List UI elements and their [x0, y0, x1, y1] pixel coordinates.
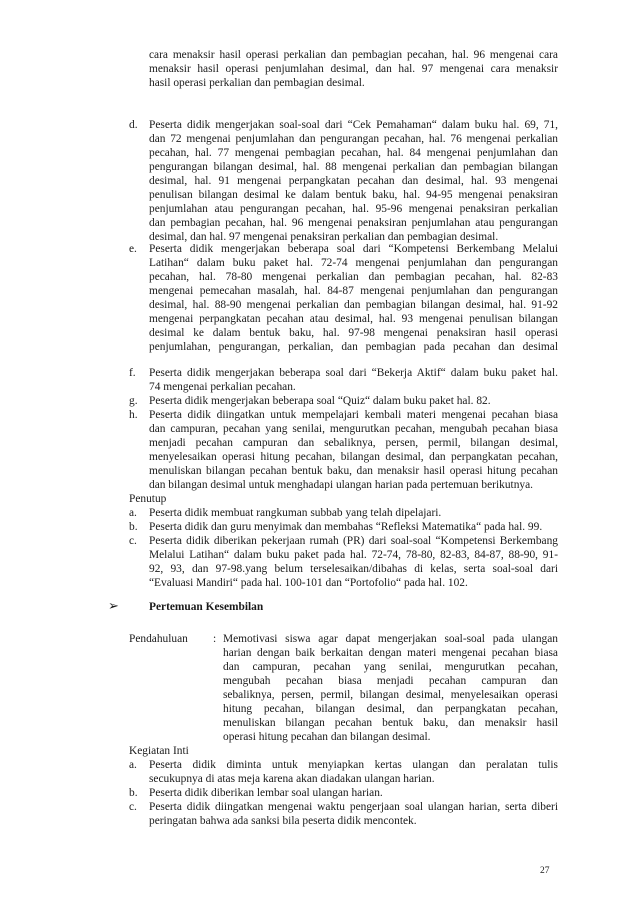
- text-line: Peserta didik mengerjakan soal-soal dari “Cek Pemahaman“ dalam buku hal. 69, 71,: [149, 119, 558, 131]
- text-line: sebaliknya, persen, permil, bilangan desimal, menyelesaikan operasi: [223, 689, 558, 701]
- text-line: Melalui Latihan“ dalam buku paket pada hal. 72-74, 78-80, 82-83, 84-87, 88-90, 91-: [149, 549, 558, 561]
- list-marker: f.: [129, 367, 136, 379]
- text-line: pecahan, hal. 77 mengenai pembagian pecahan, hal. 84 mengenai penjumlahan dan: [149, 147, 558, 159]
- list-marker: h.: [129, 409, 138, 421]
- text-line: dan campuran, pecahan yang senilai, mengurutkan pecahan,: [223, 661, 558, 673]
- text-line: peringatan bahwa ada sanksi bila peserta didik mencontek.: [149, 815, 417, 827]
- pendahuluan-label: Pendahuluan: [129, 633, 188, 645]
- text-line: Peserta didik diminta untuk menyiapkan kertas ulangan dan peralatan tulis: [149, 759, 558, 771]
- text-line: dan campuran, pecahan yang senilai, mengurutkan pecahan, mengubah pecahan biasa: [149, 423, 558, 435]
- text-line: Peserta didik membuat rangkuman subbab yang telah dipelajari.: [149, 507, 442, 519]
- text-line: menuliskan bilangan pecahan bentuk baku, dan menaksir hasil: [223, 717, 558, 729]
- text-line: dan 72 mengenai penjumlahan dan pengurangan pecahan, hal. 76 mengenai perkalian: [149, 133, 558, 145]
- arrow-bullet-icon: ➢: [108, 599, 119, 614]
- text-line: menyelesaikan operasi hitung pecahan, bilangan desimal, dan perpangkatan pecahan,: [149, 451, 558, 463]
- text-line: mengenai perpangkatan pecahan atau desimal, hal. 93 mengenai penulisan bilangan: [149, 313, 558, 325]
- section-heading: Pertemuan Kesembilan: [149, 601, 264, 613]
- text-line: mengubah pecahan biasa menjadi pecahan campuran dan: [223, 675, 558, 687]
- text-line: menuliskan bilangan pecahan bentuk baku, dan menaksir hasil operasi hitung pecahan: [149, 465, 558, 477]
- text-line: penjumlahan, pengurangan, perkalian, dan pembagian pada pecahan dan desimal: [149, 341, 558, 353]
- text-line: 92, 93, dan 97-98.yang belum terselesaikan/dibahas di kelas, serta soal-soal dari: [149, 563, 558, 575]
- text-line: harian dengan baik berkaitan dengan materi mengenai pecahan biasa: [223, 647, 558, 659]
- text-line: desimal ke dalam bentuk baku, hal. 97-98 mengenai penaksiran hasil operasi: [149, 327, 558, 339]
- list-marker: a.: [129, 507, 137, 519]
- text-line: penjumlahan atau pengurangan pecahan, hal. 95-96 mengenai penaksiran perkalian: [149, 203, 558, 215]
- text-line: pecahan, hal. 78-80 mengenai perkalian dan pembagian pecahan, hal. 82-83: [149, 271, 558, 283]
- text-line: pengurangan bilangan desimal, hal. 88 mengenai perkalian dan pembagian bilangan: [149, 161, 558, 173]
- text-line: hasil operasi perkalian dan pembagian desimal.: [149, 77, 365, 89]
- list-marker: g.: [129, 395, 138, 407]
- text-line: operasi hitung pecahan dan bilangan desimal.: [223, 731, 431, 743]
- pendahuluan-colon: :: [213, 633, 217, 645]
- text-line: Peserta didik mengerjakan beberapa soal dari “Kompetensi Berkembang Melalui: [149, 243, 558, 255]
- text-line: Peserta didik diingatkan mengenai waktu pengerjaan soal ulangan harian, serta diberi: [149, 801, 558, 813]
- text-line: Latihan“ dalam buku paket hal. 72-74 mengenai penjumlahan dan pengurangan: [149, 257, 558, 269]
- text-line: mengenai pemecahan masalah, hal. 84-87 mengenai penjumlahan dan pengurangan: [149, 285, 558, 297]
- text-line: Peserta didik mengerjakan beberapa soal “Quiz“ dalam buku paket hal. 82.: [149, 395, 491, 407]
- list-marker: b.: [129, 787, 138, 799]
- text-line: “Evaluasi Mandiri“ pada hal. 100-101 dan “Portofolio“ pada hal. 102.: [149, 577, 468, 589]
- section-label-penutup: Penutup: [129, 493, 167, 505]
- text-line: secukupnya di atas meja karena akan diadakan ulangan harian.: [149, 773, 435, 785]
- text-line: Memotivasi siswa agar dapat mengerjakan soal-soal pada ulangan: [223, 633, 558, 645]
- text-line: Peserta didik diberikan lembar soal ulangan harian.: [149, 787, 383, 799]
- text-line: desimal, hal. 91 mengenai perpangkatan pecahan dan desimal, hal. 93 mengenai: [149, 175, 558, 187]
- text-line: hitung pecahan, bilangan desimal, dan perpangkatan pecahan,: [223, 703, 558, 715]
- text-line: Peserta didik diberikan pekerjaan rumah (PR) dari soal-soal “Kompetensi Berkembang: [149, 535, 558, 547]
- list-marker: c.: [129, 535, 137, 547]
- text-line: menaksir hasil operasi penjumlahan desimal, dan hal. 97 mengenai cara menaksir: [149, 63, 558, 75]
- text-line: Peserta didik diingatkan untuk mempelajari kembali materi mengenai pecahan biasa: [149, 409, 558, 421]
- text-line: Peserta didik mengerjakan beberapa soal dari “Bekerja Aktif“ dalam buku paket hal.: [149, 367, 558, 379]
- list-marker: b.: [129, 521, 138, 533]
- list-marker: a.: [129, 759, 137, 771]
- section-label-kegiatan-inti: Kegiatan Inti: [129, 745, 189, 757]
- text-line: menjadi pecahan campuran dan sebaliknya, persen, permil, bilangan desimal,: [149, 437, 558, 449]
- text-line: 74 mengenai perkalian pecahan.: [149, 381, 296, 393]
- list-marker: e.: [129, 243, 137, 255]
- list-marker: d.: [129, 119, 138, 131]
- text-line: penulisan bilangan desimal ke dalam bentuk baku, hal. 94-95 mengenai penaksiran: [149, 189, 558, 201]
- list-marker: c.: [129, 801, 137, 813]
- text-line: dan pembagian pecahan, hal. 96 mengenai penaksiran penjumlahan atau pengurangan: [149, 217, 558, 229]
- text-line: desimal, hal. 88-90 mengenai perkalian dan pembagian bilangan desimal, hal. 91-92: [149, 299, 558, 311]
- page-number: 27: [540, 866, 550, 876]
- text-line: Peserta didik dan guru menyimak dan membahas “Refleksi Matematika“ pada hal. 99.: [149, 521, 543, 533]
- text-line: dan bilangan desimal untuk menghadapi ulangan harian pada pertemuan berikutnya.: [149, 479, 533, 491]
- text-line: desimal, dan hal. 97 mengenai penaksiran perkalian dan pembagian desimal.: [149, 231, 499, 243]
- text-line: cara menaksir hasil operasi perkalian dan pembagian pecahan, hal. 96 mengenai cara: [149, 49, 558, 61]
